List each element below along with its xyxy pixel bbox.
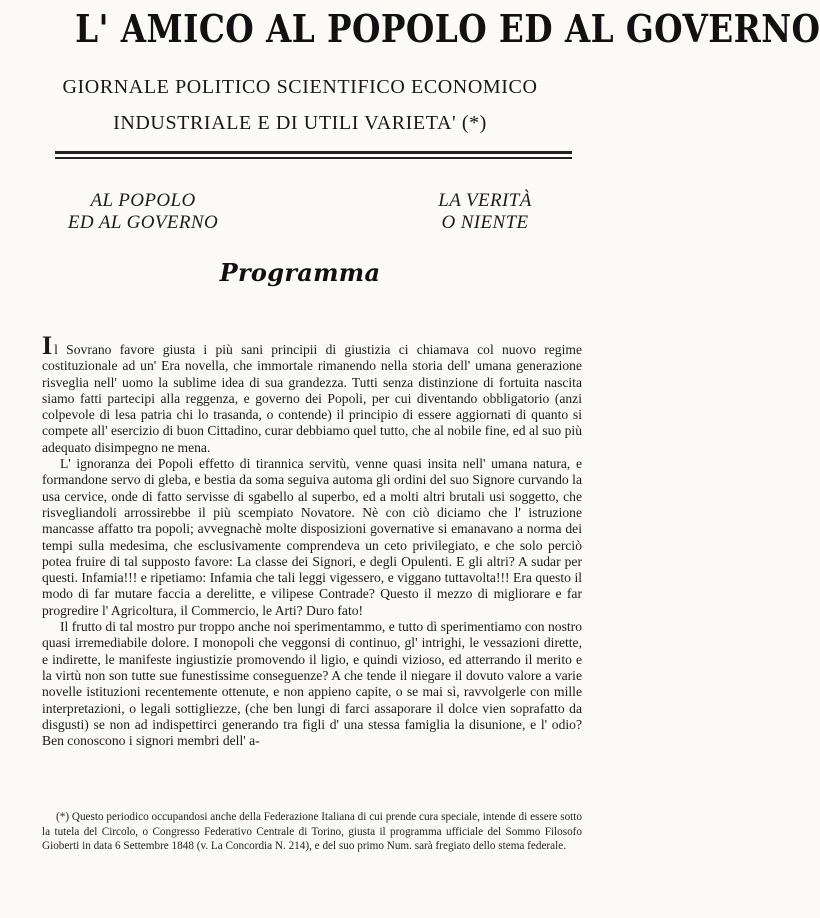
motto-left — [58, 190, 228, 234]
masthead-rule-thick — [55, 151, 572, 154]
motto-right — [410, 190, 560, 234]
paragraph-1 — [42, 331, 582, 456]
motto-right-line1: LA VERITÀ — [438, 190, 532, 211]
masthead-rule-thin — [55, 157, 572, 159]
footnote — [42, 810, 582, 854]
drop-cap: I — [42, 331, 53, 360]
article-body — [42, 331, 582, 749]
paragraph-1-text: l Sovrano favore giusta i più sani principii di giustizia ci chiamava col nuovo regime costituzionale ad un' Era novella, che immortale rimanendo nella storia dell' umana generazione risveglia nell' uomo la sublime idea di sua grandezza. Tutti senza distinzione di fortuita nascita siamo fatti partecipi alla reggenza, e governo dei Popoli, per cui diventando obbligatorio (anzi colpevole di lesa patria chi lo trasanda, o contende) il principio di essere aggiornati di quanto si compete all' esercizio di buon Cittadino, curar debbiamo quel tutto, che al nobile fine, ed al suo più adequato disimpegno ne mena. — [42, 342, 582, 455]
motto-left-line2: ED AL GOVERNO — [67, 212, 219, 233]
motto-right-line2: O NIENTE — [441, 212, 529, 233]
paragraph-3: Il frutto di tal mostro pur troppo anche noi sperimentammo, e tutto dì sperimentiamo con nostro quasi irremediabile dolore. I monopoli che veggonsi di continuo, gl' intrighi, le vessazioni dirette, e indirette, le manifeste ingiustizie promovendo il ligio, e quindi vizioso, ed atterrando il merito e la virtù non son tutte sue funestissime conseguenze? A che tende il niegare il dovuto valore a varie novelle istituzioni recentemente ottenute, e non appieno capite, o se mai sì, ravvolgerle con mille interpretazioni, o legali sottigliezze, (che ben lungi di farci assaporare il dolce vien soprafatto da disgusti) se non ad indispettirci generando tra figli d' una stessa famiglia la disunione, e l' odio? Ben conoscono i signori membri dell' a- — [42, 619, 582, 749]
motto-left-line1: AL POPOLO — [90, 190, 196, 211]
masthead-title: L' AMICO AL POPOLO ED AL GOVERNO — [75, 6, 820, 51]
footnote-text: (*) Questo periodico occupandosi anche della Federazione Italiana di cui prende cura speciale, intende di essere sotto la tutela del Circolo, o Congresso Federativo Centrale di Torino, giusta il programma ufficiale del Sommo Filosofo Gioberti in data 6 Settembre 1848 (v. La Concordia N. 214), e del suo primo Num. sarà fregiato dello stema federale. — [42, 811, 582, 853]
paragraph-2: L' ignoranza dei Popoli effetto di tirannica servitù, venne quasi insita nell' umana natura, e formandone servo di gleba, e bestia da soma seguiva automa gli ordini del suo Signore curvando la usa cervice, onde di fatto servisse di sgabello al superbo, ed a molti altri brutali usi soggetto, che risvegliandoli arrossirebbe il più scempiato Novatore. Nè con ciò diciamo che l' istruzione mancasse affatto tra popoli; avvegnachè molte disposizioni governative si emanavano a norma dei tempi sulla medesima, che esclusivamente comprendeva un ceto privilegiato, e che solo perciò potea fruire di tal supposto favore: La classe dei Signori, e degli Opulenti. E gli altri? A sudar per questi. Infamia!!! e ripetiamo: Infamia che tali leggi vigessero, e viggano tuttavolta!!! Era questo il modo di far mutare faccia a derelitte, e vilipese Contrade? Questo il mezzo di migliorare e far progredire l' Agricoltura, il Commercio, le Arti? Duro fato! — [42, 456, 582, 618]
section-heading: Programma — [219, 258, 381, 287]
masthead-subtitle-line1: GIORNALE POLITICO SCIENTIFICO ECONOMICO — [62, 76, 538, 98]
masthead-subtitle-line2: INDUSTRIALE E DI UTILI VARIETA' (*) — [113, 112, 487, 134]
